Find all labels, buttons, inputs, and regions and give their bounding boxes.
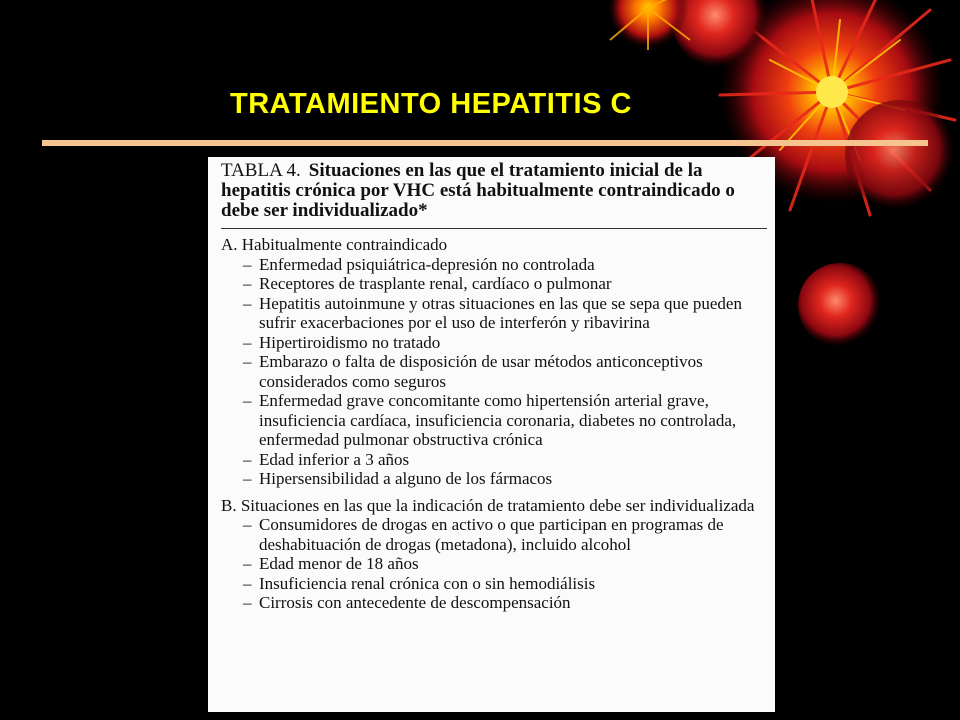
- list-item-text: Embarazo o falta de disposición de usar métodos anticonceptivos considerados como seguros: [259, 352, 703, 391]
- list-item-text: Hepatitis autoinmune y otras situaciones en las que se sepa que pueden sufrir exacerbaciones por el uso de interferón y ribavirina: [259, 293, 742, 332]
- list-item-text: Cirrosis con antecedente de descompensación: [259, 593, 571, 612]
- section-b-list: [221, 515, 767, 613]
- table-rule: [221, 228, 767, 229]
- list-item: – Receptores de trasplante renal, cardíaco o pulmonar: [243, 274, 612, 293]
- list-item: – Consumidores de drogas en activo o que participan en programas de deshabituación de drogas (metadona), incluido alcohol: [243, 515, 724, 554]
- section-a: [221, 235, 767, 489]
- list-item-text: Edad menor de 18 años: [259, 554, 419, 573]
- list-item: – Edad menor de 18 años: [243, 554, 419, 573]
- section-a-heading: A. Habitualmente contraindicado: [221, 235, 448, 254]
- list-item-text: Enfermedad psiquiátrica-depresión no controlada: [259, 254, 595, 274]
- list-item-text: Edad inferior a 3 años: [259, 449, 410, 469]
- list-item: – Hepatitis autoinmune y otras situaciones en las que se sepa que pueden sufrir exacerbaciones por el uso de interferón y ribavirina: [243, 293, 742, 332]
- list-item-text: Hipertiroidismo no tratado: [259, 332, 441, 352]
- list-item-text: Consumidores de drogas en activo o que participan en programas de deshabituación de drogas (metadona), incluido alcohol: [259, 515, 724, 554]
- section-b: [221, 496, 767, 613]
- section-b-heading: B. Situaciones en las que la indicación de tratamiento debe ser individualizada: [221, 495, 755, 515]
- list-item: – Embarazo o falta de disposición de usar métodos anticonceptivos considerados como seguros: [243, 352, 703, 391]
- title-divider: [42, 140, 928, 146]
- table-title: Situaciones en las que el tratamiento inicial de la hepatitis crónica por VHC está habitualmente contraindicado o debe ser individualizado*: [221, 160, 735, 221]
- list-item-text: Receptores de trasplante renal, cardíaco o pulmonar: [259, 274, 612, 293]
- list-item-text: Hipersensibilidad a alguno de los fármacos: [259, 469, 553, 488]
- list-item: – Hipertiroidismo no tratado: [243, 332, 441, 352]
- slide-title: TRATAMIENTO HEPATITIS C: [230, 88, 632, 120]
- table-label: TABLA 4.: [221, 160, 301, 181]
- list-item: – Enfermedad grave concomitante como hipertensión arterial grave, insuficiencia cardíaca, insuficiencia coronaria, diabetes no controlada, enfermedad pulmonar obstructiva crónica: [243, 391, 737, 449]
- scanned-table: [208, 157, 775, 712]
- section-a-list: [221, 255, 767, 489]
- table-heading: [221, 161, 767, 221]
- list-item: – Hipersensibilidad a alguno de los fármacos: [243, 469, 553, 488]
- list-item: – Insuficiencia renal crónica con o sin hemodiálisis: [243, 573, 596, 593]
- red-ball-right-icon: [798, 263, 882, 347]
- list-item: – Cirrosis con antecedente de descompensación: [243, 593, 571, 612]
- list-item: – Edad inferior a 3 años: [243, 449, 410, 469]
- list-item-text: Enfermedad grave concomitante como hipertensión arterial grave, insuficiencia cardíaca, insuficiencia coronaria, diabetes no controlada, enfermedad pulmonar obstructiva crónica: [259, 391, 737, 449]
- list-item-text: Insuficiencia renal crónica con o sin hemodiálisis: [259, 573, 596, 593]
- list-item: – Enfermedad psiquiátrica-depresión no controlada: [243, 254, 595, 274]
